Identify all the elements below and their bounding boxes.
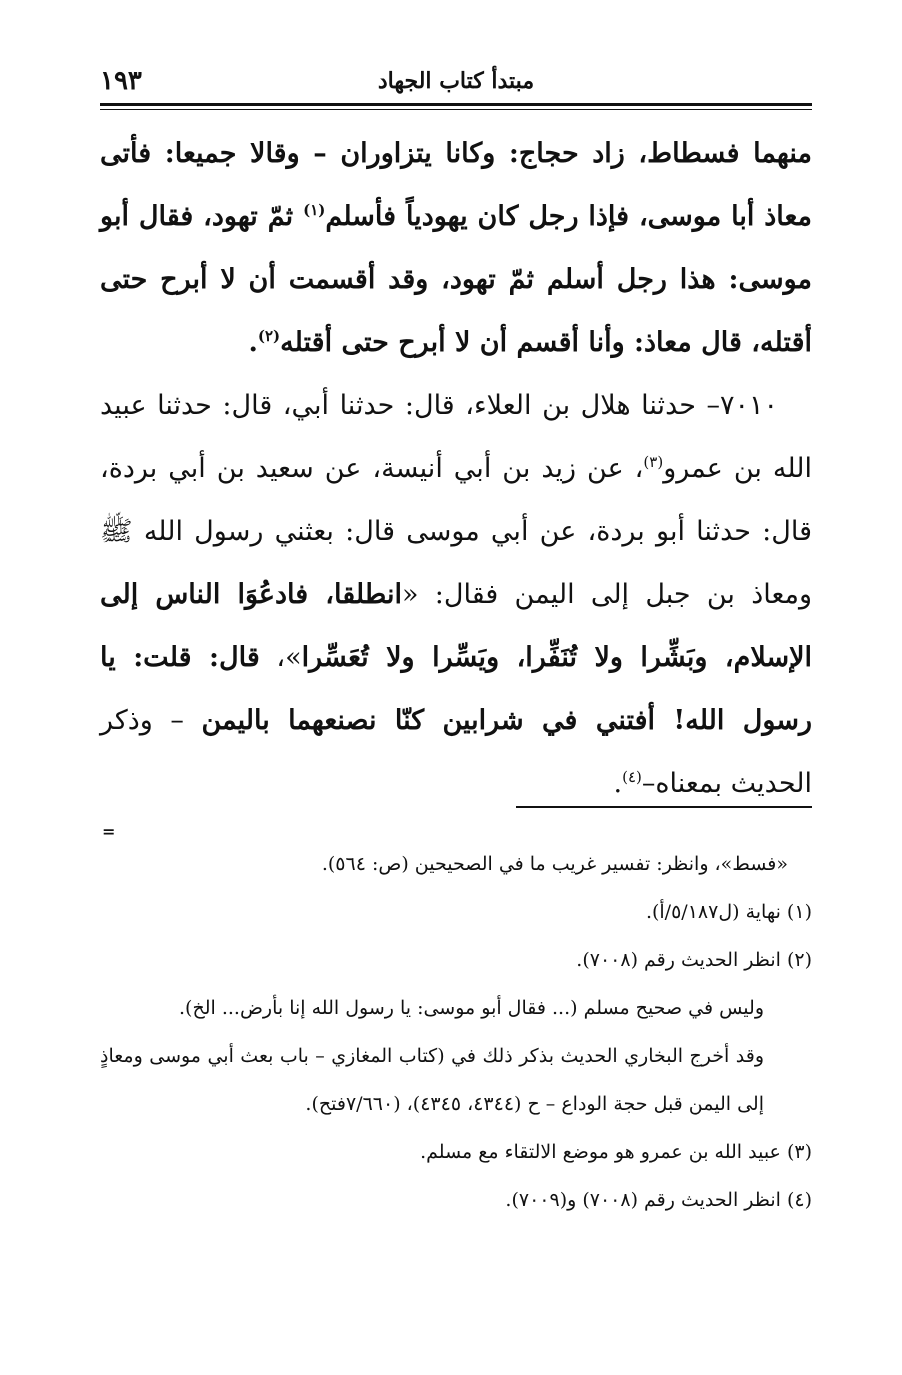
paragraph-1 — [100, 122, 812, 374]
hadith-isnad: ٧٠١٠– حدثنا هلال بن العلاء، قال: حدثنا أبي، قال: حدثنا عبيد الله بن عمرو — [100, 390, 813, 484]
running-title: مبتدأ كتاب الجهاد — [377, 68, 535, 94]
continuation-mark: = — [102, 822, 116, 841]
paragraph-2-end: . — [613, 768, 623, 799]
footnote-3: (٣) عبيد الله بن عمرو هو موضع الالتقاء مع مسلم. — [420, 1141, 812, 1163]
footnotes — [100, 840, 812, 1224]
hadith-question: قال: قلت: يا رسول الله! أفتني في شرابين كنّا نصنعهما باليمن — [100, 642, 813, 736]
paragraph-1-mid: ثمّ تهود، فقال أبو موسى: هذا رجل أسلم ثمّ تهود، وقد أقسمت أن لا أبرح حتى أقتله، قال معاذ: وأنا أقسم أن لا أبرح حتى أقتله — [100, 201, 812, 358]
paragraph-1-end: . — [248, 327, 258, 358]
footnote-4: (٤) انظر الحديث رقم (٧٠٠٨) و(٧٠٠٩). — [505, 1189, 812, 1211]
footnote-separator — [516, 806, 812, 808]
footnote-1: (١) نهاية (ل٥/١٨٧/أ). — [645, 901, 812, 923]
footnote-ref-3: (٣) — [643, 453, 664, 471]
hadith-tail: – وذكر الحديث بمعناه– — [100, 705, 812, 799]
footnote-ref-1: (١) — [303, 201, 326, 219]
page-header — [100, 64, 812, 102]
hadith-matn: انطلقا، فادعُوَا الناس إلى الإسلام، وبَشِّرا ولا تُنَفِّرا، ويَسِّرا ولا تُعَسِّرا — [100, 579, 812, 673]
hadith-isnad-cont: ، عن زيد بن أبي أنيسة، عن سعيد بن أبي بردة، قال: حدثنا أبو بردة، عن أبي موسى قال: بعثني رسول الله ﷺ ومعاذ بن جبل إلى اليمن فقال: « — [100, 453, 812, 610]
footnote-2: (٢) انظر الحديث رقم (٧٠٠٨). — [576, 949, 812, 971]
header-rule-thin — [100, 109, 812, 110]
paragraph-2 — [100, 374, 812, 815]
footnote-ref-2: (٢) — [257, 327, 281, 345]
footnote-2-note-b: وقد أخرج البخاري الحديث بذكر ذلك في (كتاب المغازي – باب بعث أبي موسى ومعاذٍ إلى اليمن قبل حجة الوداع – ح (٤٣٤٤، ٤٣٤٥)، (٧/٦٦٠فتح). — [100, 1045, 764, 1115]
footnote-2-note-a: وليس في صحيح مسلم (... فقال أبو موسى: يا رسول الله إنا بأرض... الخ). — [179, 997, 764, 1019]
main-text — [100, 122, 812, 815]
page-number: ١٩٣ — [100, 66, 142, 96]
footnote-continuation: «فسط»، وانظر: تفسير غريب ما في الصحيحين (ص: ٥٦٤). — [321, 853, 788, 875]
header-rule — [100, 103, 812, 106]
paragraph-1-lead: منهما فسطاط، زاد حجاج: وكانا يتزاوران – وقالا جميعا: فأتى معاذ أبا موسى، فإذا رجل كان يهودياً فأسلم — [100, 138, 812, 232]
quote-close: »، — [259, 642, 302, 673]
footnote-ref-4: (٤) — [622, 768, 642, 786]
